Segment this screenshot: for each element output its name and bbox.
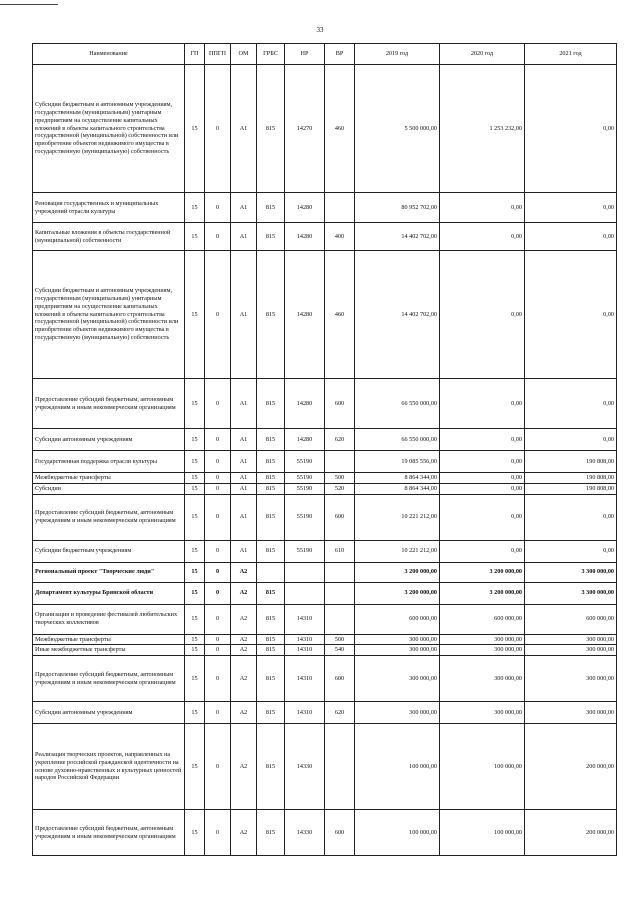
row-gp-cell: 15 xyxy=(185,540,205,562)
row-2020-cell: 600 000,00 xyxy=(440,604,525,634)
row-2021-cell: 600 000,00 xyxy=(525,604,617,634)
row-grbs-cell xyxy=(257,562,285,582)
row-2021-cell: 0,00 xyxy=(525,379,617,429)
row-2020-cell: 0,00 xyxy=(440,540,525,562)
row-2019-cell: 100 000,00 xyxy=(355,810,440,856)
row-2019-cell: 5 500 000,00 xyxy=(355,65,440,193)
row-nr-cell: 55190 xyxy=(285,540,325,562)
row-2021-cell: 0,00 xyxy=(525,65,617,193)
row-ppgp-cell: 0 xyxy=(205,429,231,451)
row-om-cell: А2 xyxy=(231,582,257,604)
row-2021-cell: 3 300 000,00 xyxy=(525,582,617,604)
row-name-cell: Предоставление субсидий бюджетным, автономным учреждениям и иным некоммерческим организациям xyxy=(33,656,185,702)
row-2020-cell: 100 000,00 xyxy=(440,810,525,856)
row-2019-cell: 3 200 000,00 xyxy=(355,562,440,582)
table-row xyxy=(33,494,617,540)
row-2020-cell: 300 000,00 xyxy=(440,656,525,702)
row-name-cell: Субсидии автономным учреждениям xyxy=(33,429,185,451)
row-om-cell: А2 xyxy=(231,656,257,702)
row-2021-cell: 0,00 xyxy=(525,429,617,451)
row-gp-cell: 15 xyxy=(185,656,205,702)
row-name-cell: Капитальные вложения в объекты государственной (муниципальной) собственности xyxy=(33,223,185,251)
row-nr-cell: 14310 xyxy=(285,604,325,634)
row-om-cell: А2 xyxy=(231,634,257,645)
row-vr-cell xyxy=(325,724,355,810)
row-vr-cell: 460 xyxy=(325,251,355,379)
row-2019-cell: 600 000,00 xyxy=(355,604,440,634)
table-row xyxy=(33,540,617,562)
row-ppgp-cell: 0 xyxy=(205,604,231,634)
col-header-ppgp: ППГП xyxy=(205,44,231,65)
col-header-gp: ГП xyxy=(185,44,205,65)
top-rule xyxy=(0,4,58,5)
row-grbs-cell: 815 xyxy=(257,379,285,429)
row-vr-cell: 600 xyxy=(325,494,355,540)
row-name-cell: Реализация творческих проектов, направленных на укрепление российской гражданской идентичности на основе духовно-нравственных и культурных ценностей народов Российской Федерации xyxy=(33,724,185,810)
row-ppgp-cell: 0 xyxy=(205,702,231,724)
row-om-cell: А1 xyxy=(231,223,257,251)
row-2021-cell: 300 000,00 xyxy=(525,634,617,645)
row-grbs-cell: 815 xyxy=(257,494,285,540)
row-grbs-cell: 815 xyxy=(257,223,285,251)
row-name-cell: Государственная поддержка отрасли культуры xyxy=(33,451,185,473)
row-grbs-cell: 815 xyxy=(257,604,285,634)
row-ppgp-cell: 0 xyxy=(205,724,231,810)
row-grbs-cell: 815 xyxy=(257,724,285,810)
row-2020-cell: 100 000,00 xyxy=(440,724,525,810)
row-2019-cell: 3 200 000,00 xyxy=(355,582,440,604)
row-2019-cell: 100 000,00 xyxy=(355,724,440,810)
table-row xyxy=(33,65,617,193)
row-grbs-cell: 815 xyxy=(257,656,285,702)
table-header-row xyxy=(33,44,617,65)
row-vr-cell: 400 xyxy=(325,223,355,251)
row-vr-cell: 500 xyxy=(325,634,355,645)
col-header-2019: 2019 год xyxy=(355,44,440,65)
row-nr-cell xyxy=(285,582,325,604)
row-om-cell: А1 xyxy=(231,65,257,193)
row-nr-cell: 14310 xyxy=(285,645,325,656)
row-2021-cell: 200 000,00 xyxy=(525,724,617,810)
row-gp-cell: 15 xyxy=(185,483,205,494)
row-ppgp-cell: 0 xyxy=(205,65,231,193)
row-name-cell: Межбюджетные трансферты xyxy=(33,634,185,645)
row-vr-cell xyxy=(325,562,355,582)
table-row xyxy=(33,379,617,429)
row-nr-cell: 55190 xyxy=(285,483,325,494)
row-2020-cell: 0,00 xyxy=(440,483,525,494)
row-grbs-cell: 815 xyxy=(257,193,285,223)
table-row xyxy=(33,473,617,484)
row-nr-cell: 14330 xyxy=(285,810,325,856)
row-2019-cell: 300 000,00 xyxy=(355,656,440,702)
row-2020-cell: 0,00 xyxy=(440,451,525,473)
row-2021-cell: 300 000,00 xyxy=(525,645,617,656)
table-row xyxy=(33,810,617,856)
row-vr-cell: 620 xyxy=(325,429,355,451)
row-ppgp-cell: 0 xyxy=(205,634,231,645)
row-ppgp-cell: 0 xyxy=(205,193,231,223)
row-nr-cell: 55190 xyxy=(285,451,325,473)
row-om-cell: А1 xyxy=(231,451,257,473)
row-2021-cell: 200 000,00 xyxy=(525,810,617,856)
row-ppgp-cell: 0 xyxy=(205,251,231,379)
table-row xyxy=(33,724,617,810)
row-2019-cell: 300 000,00 xyxy=(355,645,440,656)
row-2021-cell: 0,00 xyxy=(525,193,617,223)
row-grbs-cell: 815 xyxy=(257,582,285,604)
row-gp-cell: 15 xyxy=(185,65,205,193)
row-name-cell: Департамент культуры Брянской области xyxy=(33,582,185,604)
row-nr-cell: 55190 xyxy=(285,494,325,540)
table-row xyxy=(33,451,617,473)
row-ppgp-cell: 0 xyxy=(205,494,231,540)
row-grbs-cell: 815 xyxy=(257,634,285,645)
row-vr-cell xyxy=(325,451,355,473)
table-row xyxy=(33,562,617,582)
row-ppgp-cell: 0 xyxy=(205,582,231,604)
row-gp-cell: 15 xyxy=(185,724,205,810)
table-row xyxy=(33,582,617,604)
table-row xyxy=(33,193,617,223)
row-2020-cell: 3 200 000,00 xyxy=(440,582,525,604)
row-grbs-cell: 815 xyxy=(257,251,285,379)
row-gp-cell: 15 xyxy=(185,451,205,473)
row-vr-cell: 620 xyxy=(325,702,355,724)
row-2021-cell: 300 000,00 xyxy=(525,702,617,724)
row-vr-cell xyxy=(325,193,355,223)
row-2019-cell: 14 402 702,00 xyxy=(355,251,440,379)
col-header-name: Наименование xyxy=(33,44,185,65)
row-2019-cell: 10 221 212,00 xyxy=(355,494,440,540)
row-om-cell: А1 xyxy=(231,251,257,379)
row-name-cell: Региональный проект "Творческие люди" xyxy=(33,562,185,582)
row-2019-cell: 8 864 344,00 xyxy=(355,483,440,494)
row-gp-cell: 15 xyxy=(185,604,205,634)
row-nr-cell xyxy=(285,562,325,582)
budget-table xyxy=(32,43,617,856)
row-nr-cell: 14310 xyxy=(285,656,325,702)
row-grbs-cell: 815 xyxy=(257,702,285,724)
row-gp-cell: 15 xyxy=(185,645,205,656)
row-vr-cell: 460 xyxy=(325,65,355,193)
page-number: 33 xyxy=(316,26,324,34)
row-2021-cell: 0,00 xyxy=(525,494,617,540)
row-om-cell: А1 xyxy=(231,429,257,451)
table-row xyxy=(33,656,617,702)
row-vr-cell: 600 xyxy=(325,656,355,702)
row-name-cell: Предоставление субсидий бюджетным, автономным учреждениям и иным некоммерческим организациям xyxy=(33,810,185,856)
row-name-cell: Субсидии автономным учреждениям xyxy=(33,702,185,724)
row-vr-cell: 600 xyxy=(325,379,355,429)
row-ppgp-cell: 0 xyxy=(205,562,231,582)
row-om-cell: А2 xyxy=(231,810,257,856)
row-2020-cell: 0,00 xyxy=(440,193,525,223)
row-nr-cell: 55190 xyxy=(285,473,325,484)
row-name-cell: Субсидии xyxy=(33,483,185,494)
row-name-cell: Предоставление субсидий бюджетным, автономным учреждениям и иным некоммерческим организациям xyxy=(33,494,185,540)
row-om-cell: А2 xyxy=(231,645,257,656)
row-2021-cell: 0,00 xyxy=(525,251,617,379)
row-2020-cell: 3 200 000,00 xyxy=(440,562,525,582)
row-om-cell: А2 xyxy=(231,702,257,724)
row-nr-cell: 14310 xyxy=(285,634,325,645)
row-om-cell: А1 xyxy=(231,540,257,562)
row-2019-cell: 10 221 212,00 xyxy=(355,540,440,562)
row-gp-cell: 15 xyxy=(185,634,205,645)
row-2019-cell: 19 085 556,00 xyxy=(355,451,440,473)
row-vr-cell: 540 xyxy=(325,645,355,656)
row-gp-cell: 15 xyxy=(185,702,205,724)
row-grbs-cell: 815 xyxy=(257,810,285,856)
row-2020-cell: 0,00 xyxy=(440,473,525,484)
row-2020-cell: 300 000,00 xyxy=(440,702,525,724)
col-header-vr: ВР xyxy=(325,44,355,65)
row-2020-cell: 300 000,00 xyxy=(440,645,525,656)
row-2019-cell: 80 952 702,00 xyxy=(355,193,440,223)
col-header-grbs: ГРБС xyxy=(257,44,285,65)
row-nr-cell: 14280 xyxy=(285,251,325,379)
row-2021-cell: 0,00 xyxy=(525,540,617,562)
row-gp-cell: 15 xyxy=(185,473,205,484)
row-gp-cell: 15 xyxy=(185,251,205,379)
row-2020-cell: 0,00 xyxy=(440,494,525,540)
row-2021-cell: 190 808,00 xyxy=(525,473,617,484)
row-2021-cell: 300 000,00 xyxy=(525,656,617,702)
col-header-2020: 2020 год xyxy=(440,44,525,65)
row-om-cell: А2 xyxy=(231,604,257,634)
row-gp-cell: 15 xyxy=(185,193,205,223)
row-nr-cell: 14280 xyxy=(285,429,325,451)
row-om-cell: А1 xyxy=(231,379,257,429)
row-grbs-cell: 815 xyxy=(257,540,285,562)
table-row xyxy=(33,634,617,645)
table-row xyxy=(33,429,617,451)
row-om-cell: А1 xyxy=(231,193,257,223)
table-row xyxy=(33,483,617,494)
row-gp-cell: 15 xyxy=(185,494,205,540)
row-vr-cell xyxy=(325,604,355,634)
row-name-cell: Межбюджетные трансферты xyxy=(33,473,185,484)
row-2019-cell: 300 000,00 xyxy=(355,702,440,724)
row-2019-cell: 66 550 000,00 xyxy=(355,429,440,451)
row-vr-cell: 500 xyxy=(325,473,355,484)
row-ppgp-cell: 0 xyxy=(205,483,231,494)
row-2019-cell: 14 402 702,00 xyxy=(355,223,440,251)
row-nr-cell: 14280 xyxy=(285,379,325,429)
col-header-2021: 2021 год xyxy=(525,44,617,65)
row-2020-cell: 0,00 xyxy=(440,251,525,379)
row-name-cell: Предоставление субсидий бюджетным, автономным учреждениям и иным некоммерческим организациям xyxy=(33,379,185,429)
row-nr-cell: 14310 xyxy=(285,702,325,724)
row-grbs-cell: 815 xyxy=(257,429,285,451)
row-name-cell: Иные межбюджетные трансферты xyxy=(33,645,185,656)
row-name-cell: Субсидии бюджетным учреждениям xyxy=(33,540,185,562)
row-grbs-cell: 815 xyxy=(257,451,285,473)
col-header-nr: НР xyxy=(285,44,325,65)
row-2020-cell: 0,00 xyxy=(440,379,525,429)
row-2021-cell: 3 300 000,00 xyxy=(525,562,617,582)
row-vr-cell xyxy=(325,582,355,604)
row-nr-cell: 14280 xyxy=(285,223,325,251)
row-name-cell: Субсидии бюджетным и автономным учреждениям, государственным (муниципальным) унитарным предприятиям на осуществление капитальных вложений в объекты капитального строительства государственной (муниципальной) собственности или приобретение объектов недвижимого имущества в государственную (муниципальную) собственность xyxy=(33,251,185,379)
row-gp-cell: 15 xyxy=(185,562,205,582)
row-ppgp-cell: 0 xyxy=(205,810,231,856)
row-gp-cell: 15 xyxy=(185,223,205,251)
row-om-cell: А2 xyxy=(231,562,257,582)
row-2020-cell: 1 253 232,00 xyxy=(440,65,525,193)
row-2019-cell: 8 864 344,00 xyxy=(355,473,440,484)
row-grbs-cell: 815 xyxy=(257,645,285,656)
row-2020-cell: 0,00 xyxy=(440,223,525,251)
row-vr-cell: 610 xyxy=(325,540,355,562)
row-ppgp-cell: 0 xyxy=(205,223,231,251)
row-2020-cell: 0,00 xyxy=(440,429,525,451)
row-ppgp-cell: 0 xyxy=(205,379,231,429)
row-ppgp-cell: 0 xyxy=(205,540,231,562)
row-om-cell: А1 xyxy=(231,483,257,494)
row-2021-cell: 190 808,00 xyxy=(525,451,617,473)
row-grbs-cell: 815 xyxy=(257,473,285,484)
col-header-om: ОМ xyxy=(231,44,257,65)
row-vr-cell: 520 xyxy=(325,483,355,494)
row-gp-cell: 15 xyxy=(185,379,205,429)
row-grbs-cell: 815 xyxy=(257,65,285,193)
row-gp-cell: 15 xyxy=(185,429,205,451)
row-om-cell: А2 xyxy=(231,724,257,810)
row-vr-cell: 600 xyxy=(325,810,355,856)
row-name-cell: Субсидии бюджетным и автономным учреждениям, государственным (муниципальным) унитарным предприятиям на осуществление капитальных вложений в объекты капитального строительства государственной (муниципальной) собственности или приобретение объектов недвижимого имущества в государственную (муниципальную) собственность xyxy=(33,65,185,193)
table-row xyxy=(33,604,617,634)
row-grbs-cell: 815 xyxy=(257,483,285,494)
row-2020-cell: 300 000,00 xyxy=(440,634,525,645)
row-2021-cell: 0,00 xyxy=(525,223,617,251)
table-row xyxy=(33,645,617,656)
row-gp-cell: 15 xyxy=(185,582,205,604)
row-name-cell: Организация и проведение фестивалей любительских творческих коллективов xyxy=(33,604,185,634)
row-ppgp-cell: 0 xyxy=(205,656,231,702)
row-nr-cell: 14280 xyxy=(285,193,325,223)
row-name-cell: Реновация государственных и муниципальных учреждений отрасли культуры xyxy=(33,193,185,223)
row-ppgp-cell: 0 xyxy=(205,451,231,473)
row-2019-cell: 66 550 000,00 xyxy=(355,379,440,429)
table-row xyxy=(33,702,617,724)
row-ppgp-cell: 0 xyxy=(205,473,231,484)
table-row xyxy=(33,251,617,379)
row-nr-cell: 14330 xyxy=(285,724,325,810)
row-ppgp-cell: 0 xyxy=(205,645,231,656)
row-om-cell: А1 xyxy=(231,494,257,540)
row-2021-cell: 190 808,00 xyxy=(525,483,617,494)
row-gp-cell: 15 xyxy=(185,810,205,856)
row-om-cell: А1 xyxy=(231,473,257,484)
row-nr-cell: 14270 xyxy=(285,65,325,193)
row-2019-cell: 300 000,00 xyxy=(355,634,440,645)
table-row xyxy=(33,223,617,251)
